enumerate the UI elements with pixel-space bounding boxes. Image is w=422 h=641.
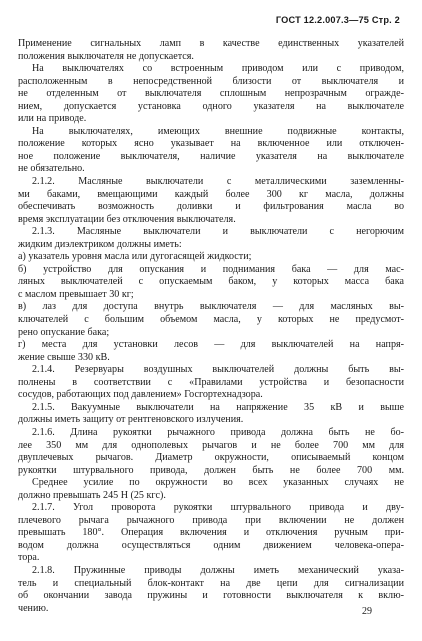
text-line: сосудов, работающих под давлением» Госгортехнадзора.	[18, 389, 263, 401]
text-line: превышать 180°. Операция включения и отключения ручным при-	[18, 527, 404, 539]
text-line: Применение сигнальных ламп в качестве единственных указателей	[18, 38, 404, 49]
text-line: в) лаз для доступа внутрь выключателя — для масляных вы-	[18, 301, 404, 313]
text-line: 2.1.5. Вакуумные выключатели на напряжение 35 кВ и выше	[32, 401, 404, 413]
text-line: На выключателях, имеющих внешние подвижные контакты,	[32, 125, 404, 137]
text-line: лее 350 мм для однополевых рычагов и не более 700 мм для	[18, 439, 404, 451]
text-line: не обязательно.	[18, 163, 85, 175]
text-line: жидким диэлектриком должны иметь:	[18, 238, 182, 250]
text-line: б) устройство для опускания и поднимания бака — для мас-	[18, 263, 404, 275]
text-line: должны иметь защиту от рентгеновского излучения.	[18, 414, 244, 426]
page-header: ГОСТ 12.2.007.3—75 Стр. 2	[275, 15, 400, 25]
text-line: тель и специальный блок-контакт на две цепи для сигнализации	[18, 577, 404, 589]
text-line: с маслом превышает 30 кг;	[18, 288, 134, 300]
text-line: чению.	[18, 602, 49, 614]
text-line: рено опускание бака;	[18, 326, 110, 338]
text-line: полнены в соответствии с «Правилами устройства и безопасности	[18, 376, 404, 388]
text-line: время эксплуатации без отключения выключателя.	[18, 213, 236, 225]
text-line: 2.1.3. Масляные выключатели и выключатели с негорючим	[32, 226, 404, 238]
text-line: водом должна осуществляться одним движением человека-опера-	[18, 539, 404, 551]
text-line: об окончании завода пружины и готовности выключателя к вклю-	[18, 590, 404, 602]
text-line: 2.1.4. Резервуары воздушных выключателей должны быть вы-	[32, 364, 404, 376]
text-line: а) указатель уровня масла или дугогасящей жидкости;	[18, 251, 252, 263]
text-line: двуплечевых рычагов. Диаметр окружности, описываемый концом	[18, 452, 404, 464]
text-line: 2.1.8. Пружинные приводы должны иметь механический указа-	[32, 564, 404, 576]
text-line: 2.1.6. Длина рукоятки рычажного привода должна быть не бо-	[32, 426, 404, 438]
text-line: плечевого рычага рычажного привода при включении не должен	[18, 514, 404, 526]
text-line: 2.1.2. Масляные выключатели с металлическими заземленны-	[32, 176, 404, 188]
text-line: ми баками, вмещающими каждый более 300 кг масла, должны	[18, 188, 404, 200]
text-line: или на приводе.	[18, 113, 87, 125]
text-line: тора.	[18, 552, 40, 564]
text-line: положения выключателя не допускается.	[18, 50, 194, 62]
text-line: рукоятки штурвального привода, должен быть не более 700 мм.	[18, 464, 404, 476]
text-line: должно превышать 245 Н (25 кгс).	[18, 489, 166, 501]
text-line: не отделенным от выключателя сплошным непрозрачным огражде-	[18, 88, 404, 100]
text-line: ключателей с большим объемом масла, у которых не предусмот-	[18, 314, 404, 326]
page-number: 29	[362, 606, 372, 617]
text-line: положение которых ясно указывает на включенное или отключен-	[18, 138, 404, 150]
text-line: расположенным в непосредственной близости от выключателя и	[18, 75, 404, 87]
text-line: ное положение выключателя, наличие указателя на выключателе	[18, 150, 404, 162]
text-line: г) места для установки лесов — для выключателей на напря-	[18, 339, 404, 351]
text-line: нием, допускается установка одного указателя на выключателе	[18, 100, 404, 112]
document-body	[18, 38, 404, 615]
text-line: На выключателях со встроенным приводом или с приводом,	[32, 63, 404, 75]
text-line: 2.1.7. Угол проворота рукоятки штурвального привода и дву-	[32, 502, 404, 514]
text-line: жение свыше 330 кВ.	[18, 351, 110, 363]
text-line: Среднее усилие по окружности во всех указанных случаях не	[32, 477, 404, 489]
text-line: ляных выключателей с опускаемым баком, у которых масса бака	[18, 276, 404, 288]
text-line: обеспечивать возможность доливки и фильтрования масла во	[18, 201, 404, 213]
